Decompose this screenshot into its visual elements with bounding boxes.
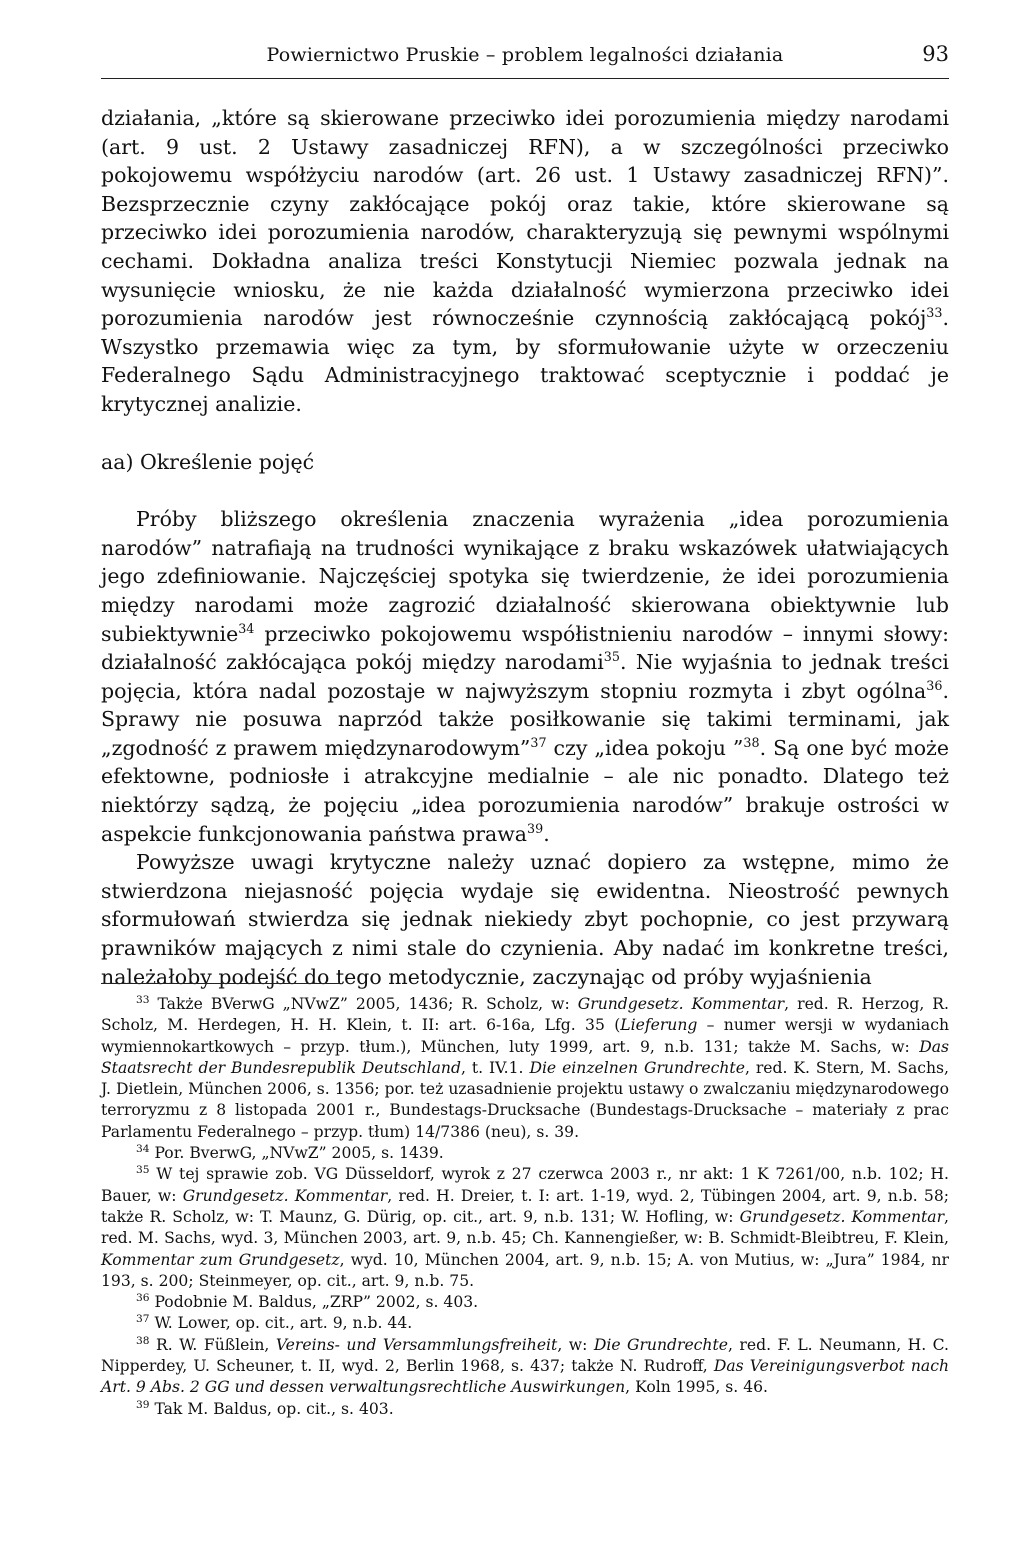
footnote-ref: 36 <box>926 677 943 693</box>
footnote-separator <box>101 983 341 984</box>
footnote-38: $^{38}$ R. W. Füßlein, Vereins- und Versammlungsfreiheit, w: Die Grundrechte, red. F. L. Neumann, H. C. Nipperdey, U. Scheuner, t. II, wyd. 2, Berlin 1968, s. 437; także N. Rudroff, Das Vereinigungsverbot nach Art. 9 Abs. 2 GG und dessen verwaltungsrechtliche Auswirkungen, Koln 1995, s. 46. <box>101 1334 949 1397</box>
footnote-34: $^{34}$ Por. BverwG, „NVwZ” 2005, s. 1439. <box>136 1143 444 1163</box>
footnote-number: 33 <box>136 994 150 1007</box>
footnote-33: $^{33}$ Także BVerwG „NVwZ” 2005, 1436; R. Scholz, w: Grundgesetz. Kommentar, red. R. Herzog, R. Scholz, M. Herdegen, H. H. Klein, t. II: art. 6-16a, Lfg. 35 (Lieferung – numer wersji w wydaniach wymiennokartkowych – przyp. tłum.), München, luty 1999, art. 9, n.b. 131; także M. Sachs, w: Das Staatsrecht der Bundesrepublik Deutschland, t. IV.1. Die einzelnen Grundrechte, red. K. Stern, M. Sachs, J. Dietlein, München 2006, s. 1356; por. też uzasadnienie projektu ustawy o zwalczaniu międzynarodowego terroryzmu z 8 listopada 2001 r., Bundestags-Drucksache (Bundestags-Drucksache – materiały z prac Parlamentu Federalnego – przyp. tłum) 14/7386 (neu), s. 39. <box>101 994 949 1141</box>
running-title: Powiernictwo Pruskie – problem legalności działania <box>266 44 784 66</box>
footnote-ref: 39 <box>527 820 544 836</box>
paragraph: Powyższe uwagi krytyczne należy uznać dopiero za wstępne, mimo że stwierdzona niejasność pojęcia wydaje się ewidentna. Nieostrość pewnych sformułowań stwierdza się jednak niekiedy zbyt pochopnie, co jest przywarą prawników mających z nimi stale do czynienia. Aby nadać im konkretne treści, należałoby podejść do tego metodycznie, zaczynając od próby wyjaśnienia <box>101 850 949 989</box>
page-number: 93 <box>922 42 949 66</box>
footnote-ref: 33 <box>926 304 943 320</box>
footnote-35: $^{35}$ W tej sprawie zob. VG Düsseldorf, wyrok z 27 czerwca 2003 r., nr akt: 1 K 7261/00, n.b. 102; H. Bauer, w: Grundgesetz. Kommentar, red. H. Dreier, t. I: art. 1-19, wyd. 2, Tübingen 2004, art. 9, n.b. 58; także R. Scholz, w: T. Maunz, G. Dürig, op. cit., art. 9, n.b. 131; W. Hofling, w: Grundgesetz. Kommentar, red. M. Sachs, wyd. 3, München 2003, art. 9, n.b. 45; Ch. Kannengießer, w: B. Schmidt-Bleibtreu, F. Klein, Kommentar zum Grundgesetz, wyd. 10, München 2004, art. 9, n.b. 15; A. von Mutius, w: „Jura” 1984, nr 193, s. 200; Steinmeyer, op. cit., art. 9, n.b. 75. <box>101 1164 949 1290</box>
paragraph: działania, „które są skierowane przeciwko idei porozumienia między narodami (art. 9 ust. 2 Ustawy zasadniczej RFN), a w szczególności przeciwko pokojowemu współżyciu narodów (art. 26 ust. 1 Ustawy zasadniczej RFN)”. Bezsprzecznie czyny zakłócające pokój oraz takie, które skierowane są przeciwko idei porozumienia narodów, charakteryzują się pewnymi wspólnymi cechami. Dokładna analiza treści Konstytucji Niemiec pozwala jednak na wysunięcie wniosku, że nie każda działalność wymierzona przeciwko idei porozumienia narodów jest równocześnie czynnością zakłócającą pokój$^{33}$. Wszystko przemawia więc za tym, by sformułowanie użyte w orzeczeniu Federalnego Sądu Administracyjnego traktować sceptycznie i poddać je krytycznej analizie. <box>101 106 949 416</box>
footnote-ref: 38 <box>743 734 760 750</box>
footnote-number: 34 <box>136 1143 150 1156</box>
footnote-37: $^{37}$ W. Lower, op. cit., art. 9, n.b. 44. <box>136 1313 413 1333</box>
footnote-number: 38 <box>136 1334 150 1347</box>
footnote-number: 37 <box>136 1313 150 1326</box>
footnote-number: 39 <box>136 1398 150 1411</box>
footnote-number: 35 <box>136 1164 150 1177</box>
running-header <box>101 42 949 79</box>
main-text <box>101 104 949 991</box>
footnote-ref: 34 <box>238 620 255 636</box>
section-heading: aa) Określenie pojęć <box>101 449 315 474</box>
footnote-ref: 37 <box>530 734 547 750</box>
footnote-number: 36 <box>136 1292 150 1305</box>
footnote-39: $^{39}$ Tak M. Baldus, op. cit., s. 403. <box>136 1398 394 1418</box>
footnote-ref: 35 <box>603 648 620 664</box>
footnotes <box>101 994 949 1420</box>
footnote-36: $^{36}$ Podobnie M. Baldus, „ZRP” 2002, s. 403. <box>136 1292 479 1312</box>
paragraph: Próby bliższego określenia znaczenia wyrażenia „idea porozumienia narodów” natrafiają na trudności wynikające z braku wskazówek ułatwiających jego zdefiniowanie. Najczęściej spotyka się twierdzenie, że idei porozumienia między narodami może zagrozić działalność skierowana obiektywnie lub subiektywnie$^{34}$ przeciwko pokojowemu współistnieniu narodów – innymi słowy: działalność zakłócająca pokój między narodami$^{35}$. Nie wyjaśnia to jednak treści pojęcia, która nadal pozostaje w najwyższym stopniu rozmyta i zbyt ogólna$^{36}$. Sprawy nie posuwa naprzód także posiłkowanie się takimi terminami, jak „zgodność z prawem międzynarodowym”$^{37}$ czy „idea pokoju ”$^{38}$. Są one być może efektowne, podniosłe i atrakcyjne medialnie – ale nic ponadto. Dlatego też niektórzy sądzą, że pojęciu „idea porozumienia narodów” brakuje ostrości w aspekcie funkcjonowania państwa prawa$^{39}$. <box>101 507 949 846</box>
